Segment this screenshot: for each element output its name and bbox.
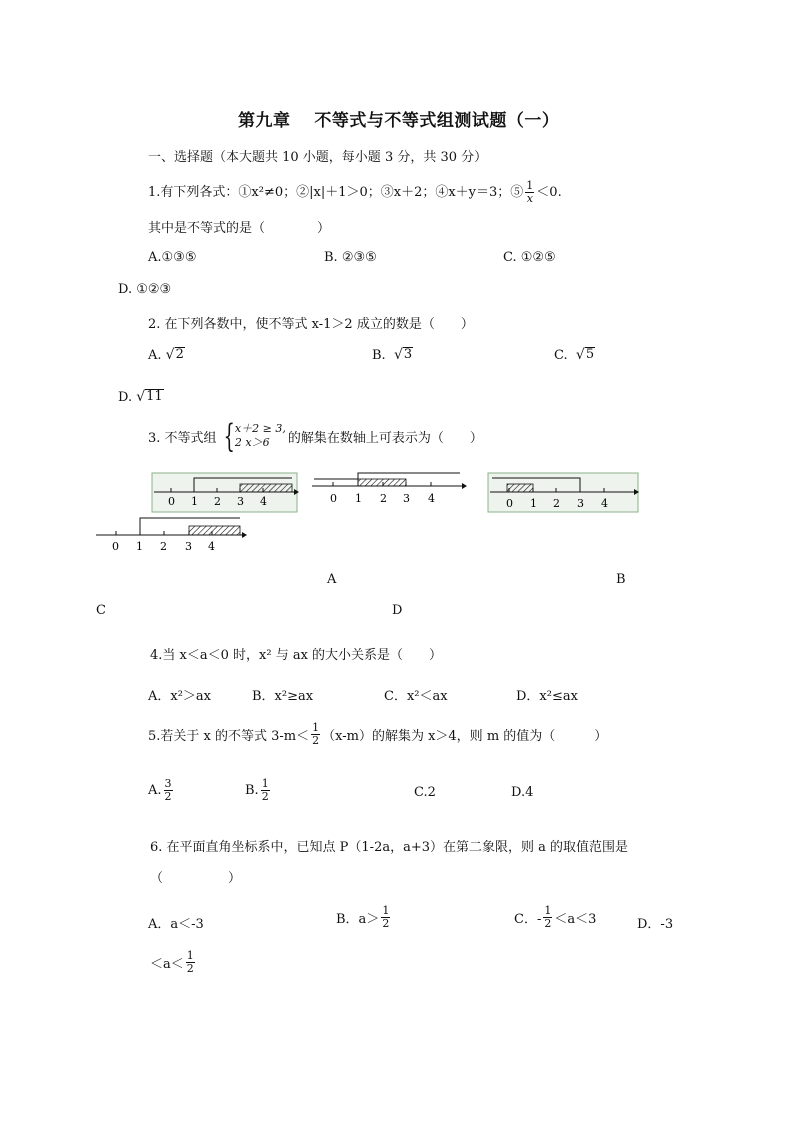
numberline-b-label-0: 0	[330, 492, 337, 505]
q6-option-c-post: ＜a＜3	[554, 912, 597, 927]
q5-option-a-label: A.	[148, 783, 162, 798]
numberline-d-label-1: 1	[136, 540, 143, 553]
numberline-b-arrow	[462, 483, 467, 489]
q1-frac-num: 1	[526, 179, 534, 192]
q6-option-c-num: 1	[544, 904, 552, 917]
numberline-b-label-2: 2	[380, 492, 387, 505]
q1-option-b: B. ②③⑤	[324, 250, 377, 265]
numberline-c-label-0: 0	[506, 497, 513, 510]
numberline-c-label-1: 1	[530, 497, 537, 510]
q4-stem: 4.当 x＜a＜0 时，x² 与 ax 的大小关系是（ ）	[150, 648, 443, 663]
q6-option-d-fraction	[186, 950, 195, 975]
q6-option-d-continued	[150, 950, 197, 975]
q2-option-d-sqrt: √ 11	[136, 389, 163, 405]
q3-system-line2: 2 x＞6	[234, 436, 270, 449]
numberline-a-label-1: 1	[191, 495, 198, 508]
q6-option-b-label: B．a＞	[336, 912, 380, 927]
q2-option-c-radicand: 5	[585, 347, 595, 362]
q5-stem	[148, 722, 607, 747]
q1-option-c: C. ①②⑤	[503, 250, 556, 265]
q5-option-a-fraction	[164, 778, 173, 803]
q1-stem-text: 1.有下列各式：①x²≠0；②|x|＋1＞0；③x＋2；④x＋y＝3；⑤	[148, 185, 524, 200]
q2-option-a-radicand: 2	[175, 347, 184, 362]
numberline-c-label-3: 3	[577, 497, 584, 510]
numberline-d-label-3: 3	[185, 540, 192, 553]
q5-stem-post: （x-m）的解集为 x＞4，则 m 的值为（ ）	[322, 729, 608, 744]
q6-option-c-label: C．-	[514, 912, 542, 927]
q3-label-a: A	[327, 572, 337, 587]
numberline-c-label-2: 2	[553, 497, 560, 510]
numberline-d-region-2	[189, 526, 240, 535]
q6-option-d: D．-3	[637, 917, 674, 932]
section-heading: 一、选择题（本大题共 10 小题，每小题 3 分，共 30 分）	[148, 150, 488, 165]
q5-option-a	[148, 778, 175, 803]
q5-option-a-num: 3	[164, 777, 172, 790]
q2-option-b-label: B.	[372, 348, 386, 363]
q3-number-lines	[0, 466, 794, 556]
numberline-a-region-2	[240, 484, 292, 492]
q4-option-a: A．x²＞ax	[148, 689, 212, 704]
q2-option-a-label: A.	[148, 348, 162, 363]
numberline-a-label-0: 0	[168, 495, 175, 508]
numberline-c-region-2	[507, 484, 533, 492]
q6-option-b-num: 1	[382, 904, 390, 917]
q2-option-b	[372, 347, 413, 363]
q3-label-b: B	[616, 572, 626, 587]
q5-option-b-den: 2	[261, 790, 269, 803]
q1-fraction	[525, 180, 534, 205]
q6-option-b	[336, 905, 392, 930]
q1-frac-den: x	[526, 192, 533, 205]
q4-option-c: C．x²＜ax	[384, 689, 448, 704]
numberline-a-label-2: 2	[214, 495, 221, 508]
numberline-d-label-2: 2	[160, 540, 167, 553]
numberline-b-label-4: 4	[428, 492, 435, 505]
numberline-c-label-4: 4	[601, 497, 608, 510]
q5-option-b-num: 1	[261, 777, 269, 790]
q5-frac-den: 2	[312, 734, 320, 747]
q6-option-a: A．a＜-3	[148, 917, 204, 932]
q1-stem	[148, 180, 562, 205]
q5-fraction	[311, 722, 320, 747]
q5-option-d: D.4	[511, 785, 534, 800]
numberline-a-label-3: 3	[237, 495, 244, 508]
numberline-b	[312, 473, 467, 505]
q5-option-c: C.2	[414, 785, 436, 800]
q2-option-b-sqrt: √ 3	[393, 347, 413, 363]
q6-stem: 6. 在平面直角坐标系中，已知点 P（1-2a，a+3）在第二象限，则 a 的取值范围是	[150, 840, 629, 855]
q2-option-a-sqrt: √ 2	[165, 347, 184, 363]
q6-paren: （ ）	[150, 871, 242, 886]
q6-option-c-den: 2	[544, 917, 552, 930]
q6-option-d-den: 2	[186, 962, 194, 975]
q3-stem-post: 的解集在数轴上可表示为（ ）	[287, 430, 483, 446]
q6-option-b-den: 2	[382, 917, 390, 930]
q2-option-d	[118, 389, 164, 405]
q5-option-b	[245, 778, 272, 803]
q5-option-b-fraction	[261, 778, 270, 803]
q6-option-d-num: 1	[186, 949, 194, 962]
q2-option-c-label: C.	[554, 348, 568, 363]
q3-label-d: D	[392, 603, 403, 618]
q2-option-c-sqrt: √ 5	[575, 347, 595, 363]
q3-stem-pre: 3. 不等式组	[148, 430, 217, 446]
numberline-d-arrow	[242, 532, 247, 538]
q2-stem: 2. 在下列各数中，使不等式 x-1＞2 成立的数是（ ）	[148, 317, 474, 332]
numberline-a	[152, 473, 299, 512]
q2-option-d-radicand: 11	[146, 389, 163, 404]
q4-option-b: B．x²≥ax	[252, 689, 314, 704]
numberline-b-region-2	[358, 479, 406, 486]
q4-option-d: D．x²≤ax	[516, 689, 578, 704]
q3-stem	[148, 417, 483, 455]
numberline-b-label-1: 1	[355, 492, 362, 505]
numberline-b-label-3: 3	[403, 492, 410, 505]
numberline-a-label-4: 4	[260, 495, 267, 508]
q3-system-line1: x＋2 ≥ 3,	[234, 422, 286, 435]
q5-option-b-label: B.	[245, 783, 259, 798]
q2-option-d-label: D.	[118, 390, 133, 405]
q6-option-b-fraction	[381, 905, 390, 930]
q1-option-d: D. ①②③	[118, 282, 172, 297]
q3-inequality-system	[219, 417, 286, 455]
q1-stem-end: ＜0.	[536, 185, 562, 200]
q1-option-a: A.①③⑤	[148, 250, 197, 265]
q6-option-c	[514, 905, 596, 930]
brace-glyph: {	[223, 417, 235, 455]
numberline-d	[96, 518, 247, 553]
q5-frac-num: 1	[312, 721, 320, 734]
q5-stem-pre: 5.若关于 x 的不等式 3-m＜	[148, 729, 310, 744]
q2-option-c	[554, 347, 595, 363]
q6-option-d-line2: ＜a＜	[150, 957, 184, 972]
q5-option-a-den: 2	[164, 790, 172, 803]
q3-label-c: C	[96, 603, 106, 618]
q6-option-c-fraction	[543, 905, 552, 930]
q2-option-b-radicand: 3	[403, 347, 413, 362]
q2-option-a	[148, 347, 185, 363]
numberline-d-label-0: 0	[112, 540, 119, 553]
numberline-c	[488, 473, 639, 512]
numberline-d-label-4: 4	[208, 540, 215, 553]
page-title: 第九章 不等式与不等式组测试题（一）	[238, 111, 560, 131]
q1-line2: 其中是不等式的是（ ）	[148, 221, 331, 236]
